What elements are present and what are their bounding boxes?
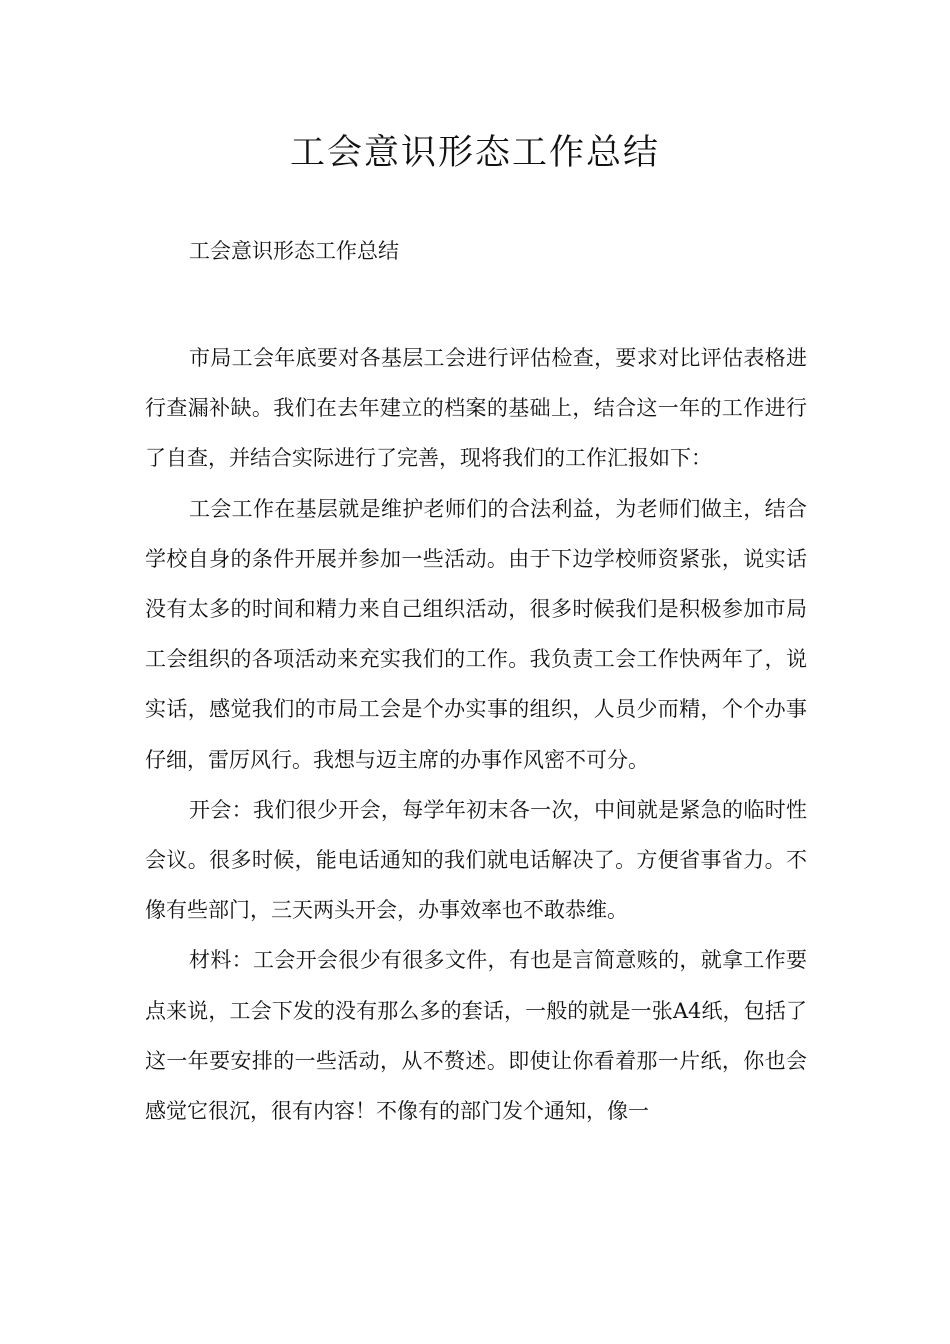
document-body [145,333,807,1136]
document-subtitle: 工会意识形态工作总结 [189,239,399,263]
paragraph-intro: 市局工会年底要对各基层工会进行评估检查，要求对比评估表格进行查漏补缺。我们在去年建立的档案的基础上，结合这一年的工作进行了自查，并结合实际进行了完善，现将我们的工作汇报如下： [145,346,807,471]
document-title: 工会意识形态工作总结 [289,133,660,173]
paragraph-materials: 材料：工会开会很少有很多文件，有也是言简意赅的，就拿工作要点来说，工会下发的没有那么多的套话，一般的就是一张A4纸，包括了这一年要安排的一些活动，从不赘述。即使让你看着那一片纸，你也会感觉它很沉，很有内容！不像有的部门发个通知，像一 [145,948,807,1124]
paragraph-union-work: 工会工作在基层就是维护老师们的合法利益，为老师们做主，结合学校自身的条件开展并参加一些活动。由于下边学校师资紧张，说实话没有太多的时间和精力来自己组织活动，很多时候我们是积极参加市局工会组织的各项活动来充实我们的工作。我负责工会工作快两年了，说实话，感觉我们的市局工会是个办实事的组织，人员少而精，个个办事仔细，雷厉风行。我想与迈主席的办事作风密不可分。 [145,496,807,772]
paragraph-meetings: 开会：我们很少开会，每学年初末各一次，中间就是紧急的临时性会议。很多时候，能电话通知的我们就电话解决了。方便省事省力。不像有些部门，三天两头开会，办事效率也不敢恭维。 [145,797,807,923]
